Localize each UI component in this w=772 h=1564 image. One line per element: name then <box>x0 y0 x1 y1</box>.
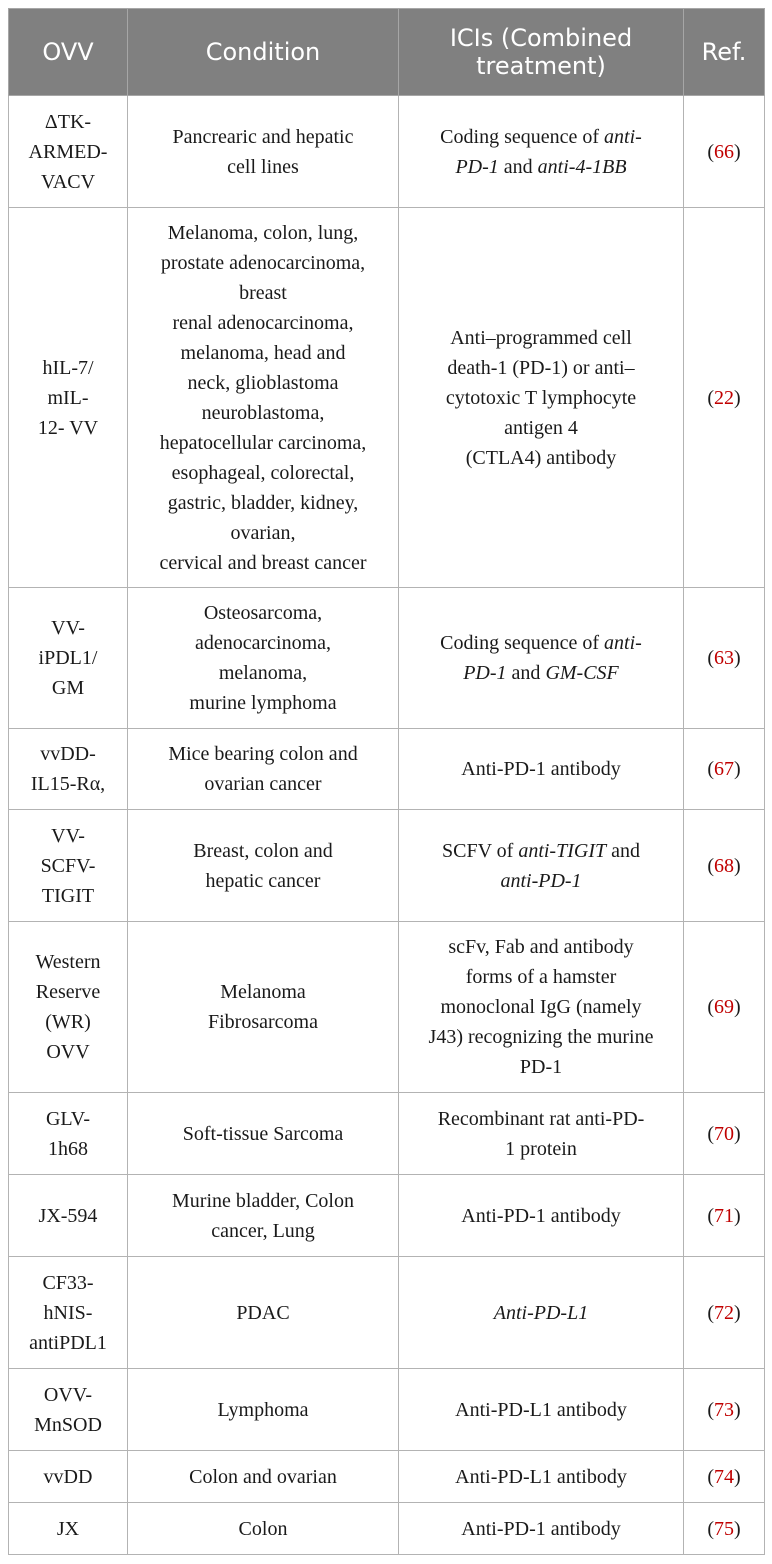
ici-cell: Anti-PD-L1 <box>399 1257 684 1369</box>
condition-cell-line: renal adenocarcinoma, <box>172 311 354 334</box>
ici-cell: Recombinant rat anti-PD- 1 protein <box>399 1093 684 1175</box>
condition-cell-line: PDAC <box>236 1301 290 1324</box>
condition-cell-line: cell lines <box>227 155 299 178</box>
ici-cell: Anti-PD-1 antibody <box>399 729 684 810</box>
ovv-cell-line: antiPDL1 <box>29 1331 107 1354</box>
ovv-cell-line: JX <box>56 1517 80 1540</box>
header-ref: Ref. <box>684 9 765 96</box>
ovv-cell-line: Western <box>35 951 101 973</box>
ovv-cell <box>9 1503 128 1555</box>
condition-cell <box>128 1369 399 1451</box>
table-row <box>9 208 765 588</box>
condition-cell-line: adenocarcinoma, <box>194 632 332 654</box>
ovv-cell-line: ΔTK- <box>44 110 92 133</box>
condition-cell-line: Murine bladder, Colon <box>172 1189 354 1212</box>
table-row <box>9 1175 765 1257</box>
ref-cell: (69) <box>684 922 765 1093</box>
condition-cell <box>128 729 399 810</box>
ovv-cell-line: vvDD- <box>40 743 96 765</box>
condition-cell-line: prostate adenocarcinoma, <box>160 251 366 274</box>
condition-cell <box>128 588 399 729</box>
ici-cell: Anti-PD-L1 antibody <box>399 1369 684 1451</box>
condition-cell <box>128 810 399 922</box>
ovv-cell-line: iPDL1/ <box>38 647 98 669</box>
ref-cell: (71) <box>684 1175 765 1257</box>
condition-cell-line: cancer, Lung <box>211 1219 315 1242</box>
ovv-cell-line: IL15-Rα, <box>30 773 106 795</box>
condition-cell-line: cervical and breast cancer <box>159 551 367 574</box>
condition-cell-line: breast <box>239 281 287 304</box>
ovv-cell <box>9 1175 128 1257</box>
ref-cell: (66) <box>684 96 765 208</box>
condition-cell-line: Mice bearing colon and <box>168 743 358 765</box>
condition-cell-line: ovarian, <box>230 521 296 544</box>
condition-cell <box>128 1451 399 1503</box>
ref-cell: (70) <box>684 1093 765 1175</box>
ovv-cell-line: SCFV- <box>40 854 96 877</box>
ovv-cell-line: OVV- <box>43 1383 93 1406</box>
condition-cell-line: esophageal, colorectal, <box>171 461 355 484</box>
condition-cell-line: Soft-tissue Sarcoma <box>182 1122 344 1145</box>
ovv-cell-line: hIL-7/ <box>42 356 94 379</box>
ref-cell: (75) <box>684 1503 765 1555</box>
table-row <box>9 1451 765 1503</box>
ovv-cell-line: 12- VV <box>37 416 99 439</box>
header-condition: Condition <box>128 9 399 96</box>
table-row <box>9 1369 765 1451</box>
ovv-cell-line: VACV <box>40 170 96 193</box>
condition-cell-line: murine lymphoma <box>189 692 337 714</box>
table-row <box>9 1257 765 1369</box>
ref-cell: (72) <box>684 1257 765 1369</box>
ovv-cell-line: ARMED- <box>28 140 108 163</box>
ovv-cell-line: (WR) <box>45 1011 91 1033</box>
table-row <box>9 1503 765 1555</box>
condition-cell <box>128 1503 399 1555</box>
ovv-cell <box>9 729 128 810</box>
condition-cell-line: Lymphoma <box>217 1398 309 1421</box>
ici-cell: Anti-PD-1 antibody <box>399 1503 684 1555</box>
condition-cell <box>128 96 399 208</box>
ovv-cell-line: VV- <box>51 824 85 847</box>
ici-cell: Anti-PD-L1 antibody <box>399 1451 684 1503</box>
reference-link[interactable]: 67 <box>714 758 734 780</box>
ici-cell: SCFV of anti-TIGIT and anti-PD-1 <box>399 810 684 922</box>
ovv-cell <box>9 810 128 922</box>
ovv-cell-line: GLV- <box>45 1107 91 1130</box>
ovv-cell <box>9 1451 128 1503</box>
ovv-cell-line: JX-594 <box>38 1204 98 1227</box>
condition-cell-line: hepatic cancer <box>205 869 321 892</box>
reference-link[interactable]: 72 <box>714 1301 734 1324</box>
condition-cell <box>128 922 399 1093</box>
condition-cell-line: melanoma, head and <box>180 341 346 364</box>
condition-cell <box>128 1257 399 1369</box>
condition-cell-line: ovarian cancer <box>204 773 322 795</box>
ovv-cell-line: Reserve <box>35 981 101 1003</box>
table-row <box>9 729 765 810</box>
reference-link[interactable]: 69 <box>714 996 734 1018</box>
ovv-cell <box>9 922 128 1093</box>
condition-cell-line: Melanoma <box>220 981 306 1003</box>
condition-cell-line: Colon <box>238 1517 288 1540</box>
condition-cell-line: Melanoma, colon, lung, <box>167 221 359 244</box>
ref-cell: (63) <box>684 588 765 729</box>
ovv-cell-line: TIGIT <box>41 884 95 907</box>
table-row <box>9 810 765 922</box>
reference-link[interactable]: 63 <box>714 647 734 669</box>
ici-cell: Coding sequence of anti- PD-1 and anti-4-1BB <box>399 96 684 208</box>
reference-link[interactable]: 66 <box>714 140 734 163</box>
ovv-cell-line: MnSOD <box>34 1413 102 1436</box>
table-row <box>9 588 765 729</box>
ovv-cell-line: vvDD <box>43 1465 93 1488</box>
condition-cell-line: Colon and ovarian <box>189 1465 337 1488</box>
condition-cell-line: melanoma, <box>218 662 308 684</box>
ovv-cell <box>9 208 128 588</box>
condition-cell-line: Breast, colon and <box>193 839 333 862</box>
condition-cell <box>128 1175 399 1257</box>
condition-cell-line: neuroblastoma, <box>201 401 325 424</box>
ovv-cell-line: GM <box>51 677 85 699</box>
ici-cell: Coding sequence of anti- PD-1 and GM-CSF <box>399 588 684 729</box>
ref-cell: (22) <box>684 208 765 588</box>
condition-cell <box>128 1093 399 1175</box>
reference-link[interactable]: 68 <box>714 854 734 877</box>
reference-link[interactable]: 75 <box>714 1517 734 1540</box>
ref-cell: (68) <box>684 810 765 922</box>
table-row <box>9 96 765 208</box>
ref-cell: (74) <box>684 1451 765 1503</box>
ref-cell: (67) <box>684 729 765 810</box>
ovv-cell <box>9 1257 128 1369</box>
header-ovv: OVV <box>9 9 128 96</box>
ici-cell: Anti–programmed cell death-1 (PD-1) or anti– cytotoxic T lymphocyte antigen 4 (CTLA4) antibody <box>399 208 684 588</box>
condition-cell-line: Osteosarcoma, <box>203 602 323 624</box>
table-row <box>9 1093 765 1175</box>
ici-cell: Anti-PD-1 antibody <box>399 1175 684 1257</box>
ovv-cell-line: 1h68 <box>48 1137 88 1160</box>
ovv-ici-table <box>8 8 765 1555</box>
ref-cell: (73) <box>684 1369 765 1451</box>
condition-cell-line: neck, glioblastoma <box>187 371 339 394</box>
table-row <box>9 922 765 1093</box>
ovv-cell <box>9 1093 128 1175</box>
ovv-cell <box>9 1369 128 1451</box>
condition-cell <box>128 208 399 588</box>
reference-link[interactable]: 22 <box>714 386 734 409</box>
ovv-cell-line: mIL- <box>47 386 89 409</box>
condition-cell-line: Fibrosarcoma <box>208 1011 318 1033</box>
reference-link[interactable]: 71 <box>714 1204 734 1227</box>
condition-cell-line: gastric, bladder, kidney, <box>167 491 359 514</box>
ici-cell: scFv, Fab and antibody forms of a hamster monoclonal IgG (namely J43) recognizing the murine PD-1 <box>399 922 684 1093</box>
reference-link[interactable]: 74 <box>714 1465 734 1488</box>
ovv-cell-line: CF33- <box>42 1271 94 1294</box>
condition-cell-line: hepatocellular carcinoma, <box>159 431 367 454</box>
ovv-cell <box>9 588 128 729</box>
reference-link[interactable]: 73 <box>714 1398 734 1421</box>
table-header-row <box>9 9 765 96</box>
reference-link[interactable]: 70 <box>714 1122 734 1145</box>
table-body <box>9 96 765 1555</box>
header-icis: ICIs (Combined treatment) <box>399 9 684 96</box>
condition-cell-line: Pancrearic and hepatic <box>172 125 354 148</box>
ovv-cell-line: OVV <box>46 1041 90 1063</box>
ovv-cell-line: hNIS- <box>43 1301 93 1324</box>
ovv-cell <box>9 96 128 208</box>
ovv-cell-line: VV- <box>51 617 85 639</box>
